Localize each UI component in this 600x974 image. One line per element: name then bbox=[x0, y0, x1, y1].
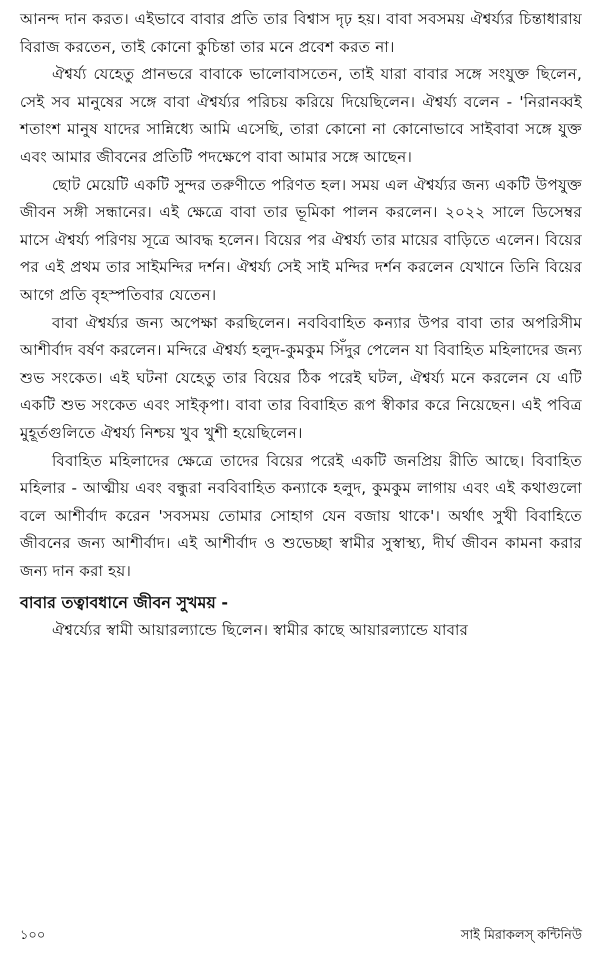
page-number: ১০০ bbox=[20, 928, 46, 943]
section-heading: বাবার তত্বাবধানে জীবন সুখময় - bbox=[20, 593, 229, 613]
paragraph-5: বিবাহিত মহিলাদের ক্ষেত্রে তাদের বিয়ের পরেই একটি জনপ্রিয় রীতি আছে। বিবাহিত মহিলার - আত্মীয় এবং বন্ধুরা নববিবাহিত কন্যাকে হলুদ, কুমকুম লাগায় এবং এই কথাগুলো বলে আশীর্বাদ করেন 'সবসময় তোমার সোহাগ যেন বজায় থাকে'। অর্থাৎ সুখী বিবাহিতে জীবনের জন্য আশীর্বাদ। এই আশীর্বাদ ও শুভেচ্ছা স্বামীর সুস্বাস্থ্য, দীর্ঘ জীবন কামনা করার জন্য দান করা হয়। bbox=[20, 451, 582, 580]
paragraph-4: বাবা ঐশ্বর্য্যর জন্য অপেক্ষা করছিলেন। নববিবাহিত কন্যার উপর বাবা তার অপরিসীম আশীর্বাদ বর্ষণ করলেন। মন্দিরে ঐশ্বর্য্য হলুদ-কুমকুম সিঁদুর পেলেন যা বিবাহিত মহিলাদের জন্য শুভ সংকেত। এই ঘটনা যেহেতু তার বিয়ের ঠিক পরেই ঘটল, ঐশ্বর্য্য মনে করলেন যে এটি একটি শুভ সংকেত এবং সাইকৃপা। বাবা তার বিবাহিত রূপ স্বীকার করে নিয়েছেন। এই পবিত্র মুহূর্তগুলিতে ঐশ্বর্য্য নিশ্চয় খুব খুশী হয়েছিলেন। bbox=[20, 313, 582, 442]
book-title: সাই মিরাকলস্ কন্টিনিউ bbox=[460, 928, 582, 943]
paragraph-1: আনন্দ দান করত। এইভাবে বাবার প্রতি তার বিশ্বাস দৃঢ় হয়। বাবা সবসময় ঐশ্বর্য্যর চিন্তাধারায় বিরাজ করতেন, তাই কোনো কুচিন্তা তার মনে প্রবেশ করত না। bbox=[20, 10, 582, 56]
page-footer bbox=[20, 926, 582, 946]
paragraph-3: ছোট মেয়েটি একটি সুন্দর তরুণীতে পরিণত হল। সময় এল ঐশ্বর্য্যর জন্য একটি উপযুক্ত জীবন সঙ্গী সন্ধানের। এই ক্ষেত্রে বাবা তার ভূমিকা পালন করলেন। ২০২২ সালে ডিসেম্বর মাসে ঐশ্বর্য্য পরিণয় সূত্রে আবদ্ধ হলেন। বিয়ের পর ঐশ্বর্য্য তার মায়ের বাড়িতে এলেন। বিয়ের পর এই প্রথম তার সাইমন্দির দর্শন। ঐশ্বর্য্য সেই সাই মন্দির দর্শন করলেন যেখানে তিনি বিয়ের আগে প্রতি বৃহস্পতিবার যেতেন। bbox=[20, 175, 582, 304]
paragraph-6: ঐশ্বর্য্যের স্বামী আয়ারল্যান্ডে ছিলেন। স্বামীর কাছে আয়ারল্যান্ডে যাবার bbox=[52, 621, 469, 640]
paragraph-2: ঐশ্বর্য্য যেহেতু প্রানভরে বাবাকে ভালোবাসতেন, তাই যারা বাবার সঙ্গে সংযুক্ত ছিলেন, সেই সব মানুষের সঙ্গে বাবা ঐশ্বর্য্যর পরিচয় করিয়ে দিয়েছিলেন। ঐশ্বর্য্য বলেন - 'নিরানব্বই শতাংশ মানুষ যাদের সান্নিধ্যে আমি এসেছি, তারা কোনো না কোনোভাবে সাইবাবা সঙ্গে যুক্ত এবং আমার জীবনের প্রতিটি পদক্ষেপে বাবা আমার সঙ্গে আছেন। bbox=[20, 65, 582, 166]
